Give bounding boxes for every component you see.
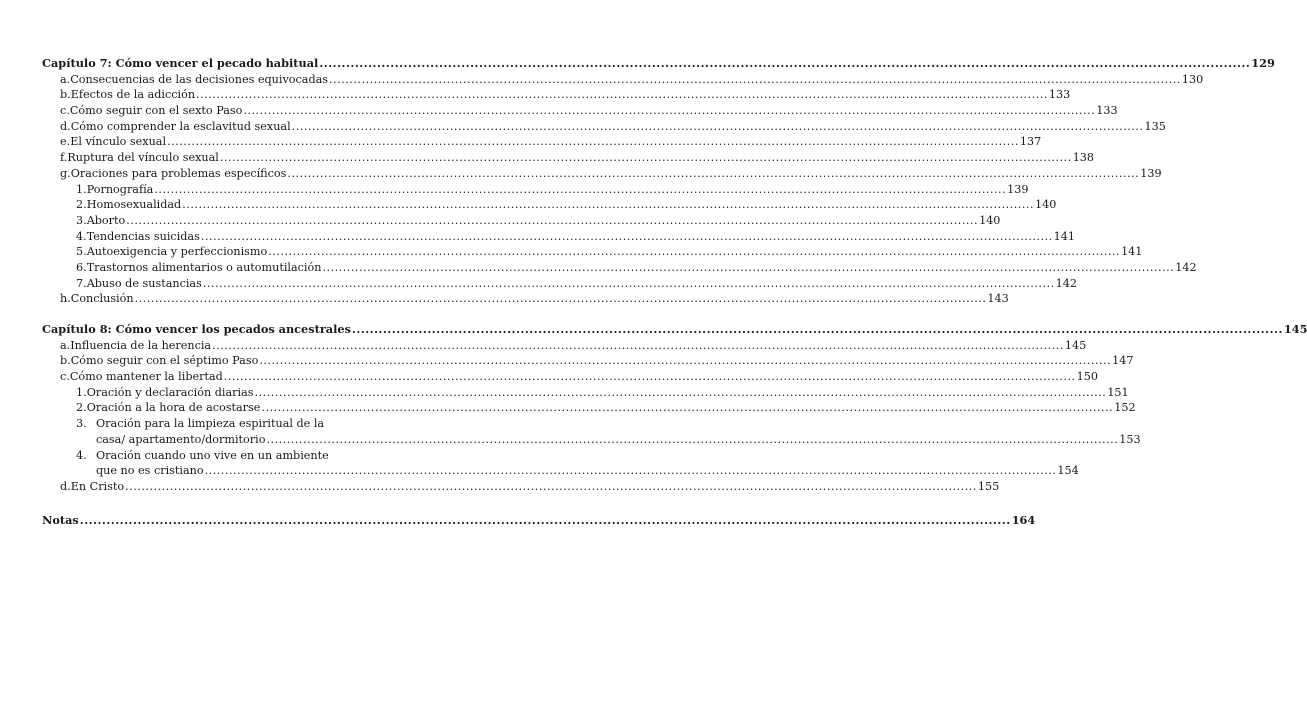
- toc-entry[interactable]: [42, 72, 1204, 88]
- toc-entry[interactable]: [42, 87, 1071, 103]
- entry-label: d.: [60, 119, 71, 133]
- toc-subentry[interactable]: [42, 244, 1143, 260]
- entry-text: Cómo comprender la esclavitud sexual: [70, 119, 291, 133]
- leader-dots: [287, 166, 1139, 182]
- toc-entry[interactable]: [42, 353, 1134, 369]
- leader-dots: [322, 260, 1174, 276]
- section-spacer: [42, 307, 378, 322]
- entry-text: Homosexualidad: [86, 198, 182, 212]
- leader-dots: [268, 244, 1120, 260]
- leader-dots: [255, 385, 1107, 401]
- leader-dots: [266, 432, 1118, 448]
- toc-entry[interactable]: [42, 150, 1095, 166]
- entry-text: Conclusión: [70, 292, 134, 306]
- entry-text: Cómo seguir con el sexto Paso: [69, 104, 243, 118]
- entry-text: Tendencias suicidas: [86, 229, 200, 243]
- page-number: 140: [1035, 198, 1057, 212]
- entry-label: 1.: [76, 385, 87, 399]
- entry-text: Cómo seguir con el séptimo Paso: [70, 354, 259, 368]
- toc-subentry[interactable]: [42, 182, 1029, 198]
- toc-subentry[interactable]: [42, 400, 1136, 416]
- page-number: 151: [1107, 385, 1129, 399]
- entry-text: Aborto: [86, 213, 126, 227]
- entry-text: Oraciones para problemas específicos: [70, 166, 287, 180]
- toc-entry[interactable]: [42, 479, 1000, 495]
- entry-label: 1.: [76, 182, 87, 196]
- leader-dots: [261, 400, 1113, 416]
- entry-label: 5.: [76, 245, 87, 259]
- page-number: 133: [1048, 88, 1071, 102]
- leader-dots: [329, 72, 1181, 88]
- page-number: 141: [1053, 229, 1076, 243]
- page-number: 154: [1057, 464, 1079, 478]
- toc-subentry[interactable]: [42, 385, 1129, 401]
- leader-dots: [203, 276, 1055, 292]
- entry-label: g.: [60, 166, 71, 180]
- entry-text: Influencia de la herencia: [70, 338, 212, 352]
- section-spacer: [42, 495, 378, 513]
- page-number: 129: [1251, 56, 1275, 70]
- page-number: 155: [977, 479, 1000, 493]
- page-number: 153: [1119, 432, 1141, 446]
- leader-dots: [196, 87, 1048, 103]
- toc-subentry[interactable]: [42, 229, 1076, 245]
- entry-text: El vínculo sexual: [70, 135, 167, 149]
- entry-text: Trastornos alimentarios o automutilación: [86, 260, 322, 274]
- leader-dots: [224, 369, 1076, 385]
- page-number: 141: [1121, 245, 1143, 259]
- toc-entry[interactable]: [42, 166, 1162, 182]
- entry-label: c.: [60, 370, 70, 384]
- entry-text: Autoexigencia y perfeccionismo: [86, 245, 268, 259]
- entry-text: Consecuencias de las decisiones equivocadas: [70, 72, 329, 86]
- leader-dots: [292, 119, 1144, 135]
- entry-text: Oración cuando uno vive en un ambiente: [96, 448, 329, 462]
- leader-dots: [319, 56, 1250, 72]
- entry-text: Oración y declaración diarias: [86, 385, 254, 399]
- leader-dots: [80, 513, 1011, 529]
- toc-entry[interactable]: [42, 134, 1042, 150]
- entry-text: Ruptura del vínculo sexual: [67, 151, 219, 165]
- entry-label: 2.: [76, 198, 87, 212]
- leader-dots: [125, 479, 977, 495]
- entry-label: a.: [60, 338, 71, 352]
- toc-subentry[interactable]: [42, 213, 1001, 229]
- leader-dots: [352, 322, 1283, 338]
- leader-dots: [167, 134, 1019, 150]
- page-number: 133: [1096, 104, 1118, 118]
- chapter-8-heading[interactable]: [42, 322, 1307, 338]
- toc-entry[interactable]: [42, 338, 1087, 354]
- toc-entry[interactable]: [42, 291, 1009, 307]
- entry-text: Oración para la limpieza espiritual de la: [96, 417, 325, 431]
- leader-dots: [201, 229, 1053, 245]
- page-number: 147: [1112, 354, 1134, 368]
- entry-text: Cómo mantener la libertad: [69, 370, 223, 384]
- toc-entry[interactable]: [42, 119, 1166, 135]
- entry-label: a.: [60, 72, 71, 86]
- page-number: 143: [987, 292, 1009, 306]
- toc-entry[interactable]: [42, 369, 1098, 385]
- page-number: 142: [1055, 276, 1077, 290]
- leader-dots: [243, 103, 1095, 119]
- entry-label: 6.: [76, 260, 87, 274]
- notes-heading[interactable]: [42, 512, 1036, 529]
- leader-dots: [126, 213, 978, 229]
- page-number: 142: [1175, 260, 1197, 274]
- entry-label: 2.: [76, 401, 87, 415]
- page-number: 130: [1181, 72, 1204, 86]
- chapter-title: Capítulo 8: Cómo vencer los pecados ancestrales: [42, 322, 351, 336]
- leader-dots: [212, 338, 1064, 354]
- entry-text: Efectos de la adicción: [70, 88, 196, 102]
- entry-label: 3.: [76, 417, 87, 431]
- page-number: 145: [1064, 338, 1087, 352]
- leader-dots: [182, 197, 1034, 213]
- page-number: 139: [1140, 166, 1162, 180]
- chapter-title: Capítulo 7: Cómo vencer el pecado habitual: [42, 56, 319, 70]
- entry-label: d.: [60, 479, 71, 493]
- page-number: 150: [1076, 370, 1098, 384]
- toc-subentry-continuation[interactable]: [42, 432, 1141, 448]
- table-of-contents: [42, 56, 1307, 528]
- entry-label: 4.: [76, 448, 87, 462]
- page-number: 139: [1007, 182, 1029, 196]
- notes-title: Notas: [42, 512, 79, 527]
- leader-dots: [135, 291, 987, 307]
- leader-dots: [259, 353, 1111, 369]
- page-number: 145: [1283, 322, 1307, 336]
- page-number: 138: [1072, 151, 1095, 165]
- entry-label: b.: [60, 88, 71, 102]
- entry-text-continued: casa/ apartamento/dormitorio: [96, 432, 266, 446]
- page-number: 135: [1144, 119, 1166, 133]
- page-number: 152: [1114, 401, 1136, 415]
- entry-label: h.: [60, 292, 71, 306]
- entry-label: 4.: [76, 229, 87, 243]
- chapter-7-heading[interactable]: [42, 56, 1275, 72]
- toc-subentry[interactable]: [42, 276, 1077, 292]
- entry-text-continued: que no es cristiano: [96, 464, 204, 478]
- entry-label: b.: [60, 354, 71, 368]
- page-number: 164: [1011, 512, 1036, 527]
- toc-entry[interactable]: [42, 103, 1118, 119]
- entry-label: e.: [60, 135, 71, 149]
- entry-text: Abuso de sustancias: [86, 276, 202, 290]
- entry-text: Pornografía: [86, 182, 154, 196]
- toc-subentry[interactable]: [42, 197, 1057, 213]
- entry-label: c.: [60, 104, 70, 118]
- page-number: 137: [1019, 135, 1042, 149]
- page-number: 140: [979, 213, 1001, 227]
- toc-subentry[interactable]: [42, 448, 378, 464]
- entry-label: 7.: [76, 276, 87, 290]
- leader-dots: [205, 463, 1057, 479]
- entry-text: En Cristo: [70, 479, 125, 493]
- toc-subentry-continuation[interactable]: [42, 463, 1079, 479]
- entry-label: f.: [60, 151, 68, 165]
- toc-subentry[interactable]: [42, 416, 378, 432]
- toc-subentry[interactable]: [42, 260, 1197, 276]
- leader-dots: [154, 182, 1006, 198]
- entry-label: 3.: [76, 213, 87, 227]
- entry-text: Oración a la hora de acostarse: [86, 401, 261, 415]
- leader-dots: [220, 150, 1072, 166]
